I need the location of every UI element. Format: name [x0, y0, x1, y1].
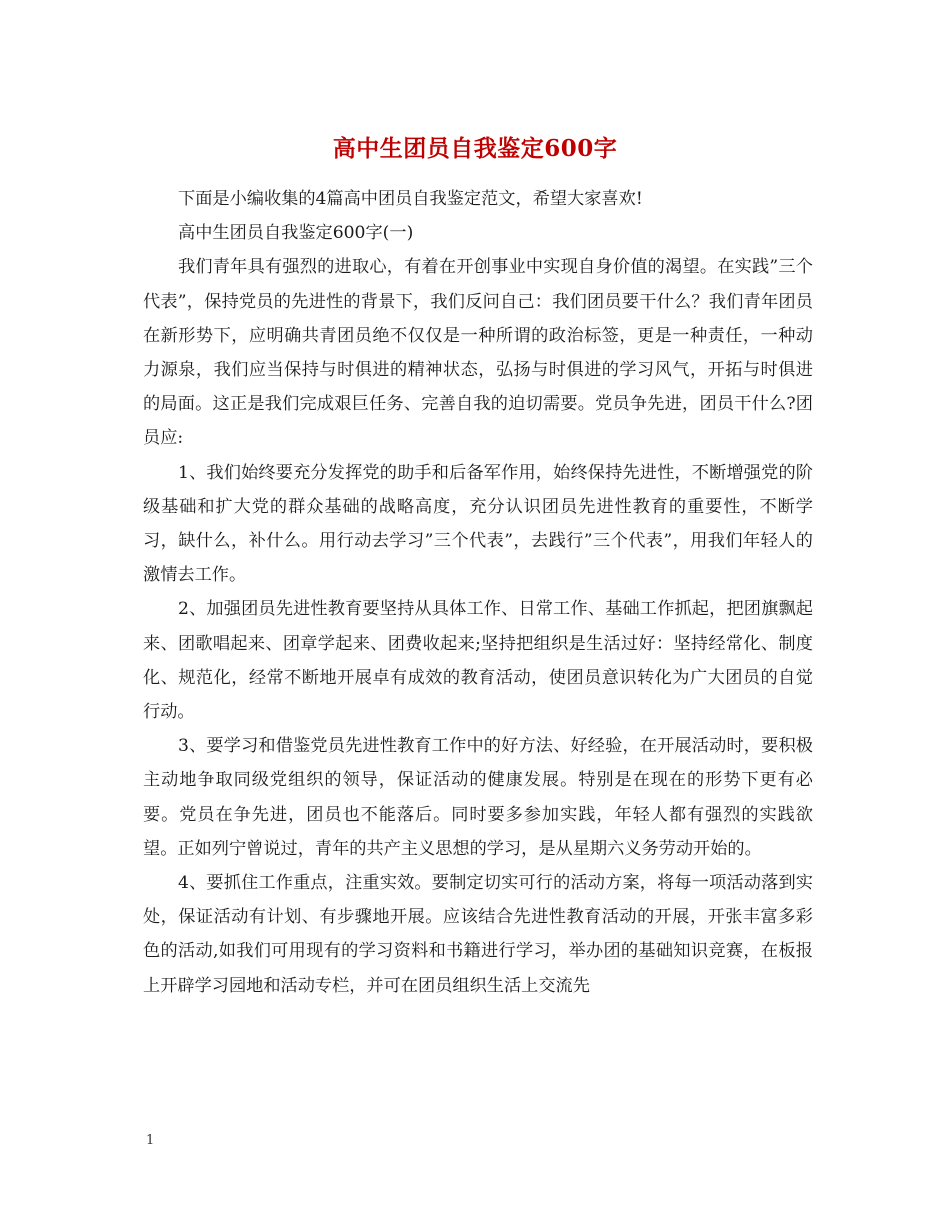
point-2-paragraph: 2、加强团员先进性教育要坚持从具体工作、日常工作、基础工作抓起，把团旗飘起来、团歌唱起来、团章学起来、团费收起来;坚持把组织是生活过好：坚持经常化、制度化、规范化，经常不断地开展卓有成效的教育活动，使团员意识转化为广大团员的自觉行动。 — [143, 599, 813, 723]
page-number: 1 — [146, 1133, 155, 1148]
intro-paragraph: 下面是小编收集的4篇高中团员自我鉴定范文，希望大家喜欢! — [178, 189, 643, 209]
point-3-paragraph: 3、要学习和借鉴党员先进性教育工作中的好方法、好经验，在开展活动时，要积极主动地争取同级党组织的领导，保证活动的健康发展。特别是在现在的形势下更有必要。党员在争先进，团员也不能落后。同时要多参加实践，年轻人都有强烈的实践欲望。正如列宁曾说过，青年的共产主义思想的学习，是从星期六义务劳动开始的。 — [143, 736, 813, 859]
point-1-paragraph: 1、我们始终要充分发挥党的助手和后备军作用，始终保持先进性，不断增强党的阶级基础和扩大党的群众基础的战略高度，充分认识团员先进性教育的重要性，不断学习，缺什么，补什么。用行动去学习”三个代表”，去践行”三个代表”，用我们年轻人的激情去工作。 — [143, 462, 813, 586]
document-body — [143, 182, 813, 1003]
document-title: 高中生团员自我鉴定600字 — [332, 135, 618, 162]
point-4-paragraph: 4、要抓住工作重点，注重实效。要制定切实可行的活动方案，将每一项活动落到实处，保证活动有计划、有步骤地开展。应该结合先进性教育活动的开展，开张丰富多彩色的活动,如我们可用现有的学习资料和书籍进行学习，举办团的基础知识竞赛，在板报上开辟学习园地和活动专栏，并可在团员组织生活上交流先 — [143, 873, 813, 996]
body-paragraph: 我们青年具有强烈的进取心，有着在开创事业中实现自身价值的渴望。在实践”三个代表”，保持党员的先进性的背景下，我们反问自己：我们团员要干什么？我们青年团员在新形势下，应明确共青团员绝不仅仅是一种所谓的政治标签，更是一种责任，一种动力源泉，我们应当保持与时俱进的精神状态，弘扬与时俱进的学习风气，开拓与时俱进的局面。这正是我们完成艰巨任务、完善自我的迫切需要。党员争先进，团员干什么?团员应: — [143, 257, 813, 449]
section-heading: 高中生团员自我鉴定600字(一) — [178, 223, 414, 244]
